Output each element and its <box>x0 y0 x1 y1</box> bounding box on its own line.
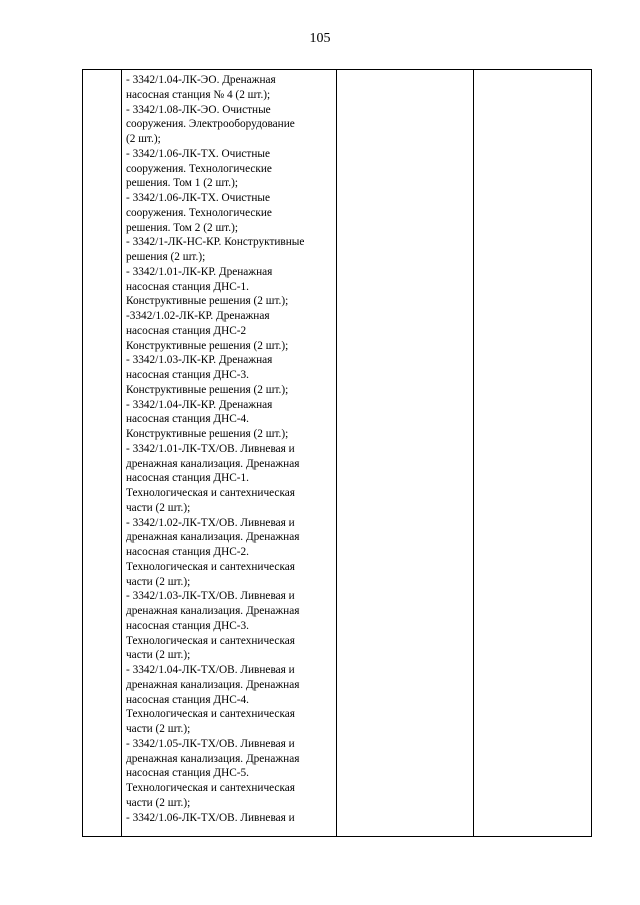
document-line: - 3342/1.08-ЛК-ЭО. Очистные <box>126 103 271 116</box>
document-line: части (2 шт.); <box>126 649 191 662</box>
document-line: насосная станция ДНС-2. <box>126 546 249 558</box>
document-line: дренажная канализация. Дренажная <box>126 605 300 617</box>
table-cell-documents <box>122 70 337 837</box>
document-line: Конструктивные решения (2 шт.); <box>126 295 289 308</box>
document-line: Технологическая и сантехническая <box>126 782 295 794</box>
document-line: - 3342/1-ЛК-НС-КР. Конструктивные <box>126 236 305 249</box>
document-line: дренажная канализация. Дренажная <box>126 457 300 470</box>
document-line: сооружения. Технологические <box>126 162 272 175</box>
document-line: насосная станция ДНС-2 <box>126 324 247 337</box>
document-line: Технологическая и сантехническая <box>126 560 295 573</box>
document-line: решения. Том 1 (2 шт.); <box>126 177 238 190</box>
document-line: -3342/1.02-ЛК-КР. Дренажная <box>126 310 270 322</box>
document-table <box>82 69 592 837</box>
document-list <box>122 70 336 825</box>
document-line: дренажная канализация. Дренажная <box>126 531 300 544</box>
document-line: дренажная канализация. Дренажная <box>126 678 300 691</box>
document-line: Технологическая и сантехническая <box>126 708 295 721</box>
document-line: - 3342/1.04-ЛК-ТХ/ОВ. Ливневая и <box>126 664 295 676</box>
table-row <box>83 70 592 837</box>
document-line: насосная станция ДНС-4. <box>126 413 249 426</box>
document-line: Конструктивные решения (2 шт.); <box>126 339 289 352</box>
document-line: - 3342/1.01-ЛК-КР. Дренажная <box>126 265 273 278</box>
page-number: 105 <box>309 31 331 46</box>
document-line: насосная станция ДНС-5. <box>126 767 249 780</box>
document-line: сооружения. Технологические <box>126 206 272 219</box>
document-line: (2 шт.); <box>126 133 161 145</box>
document-line: Технологическая и сантехническая <box>126 487 295 499</box>
document-line: - 3342/1.01-ЛК-ТХ/ОВ. Ливневая и <box>126 442 295 455</box>
document-line: Технологическая и сантехническая <box>126 634 295 647</box>
document-line: - 3342/1.02-ЛК-ТХ/ОВ. Ливневая и <box>126 516 295 529</box>
document-line: насосная станция ДНС-1. <box>126 280 249 293</box>
document-line: насосная станция ДНС-1. <box>126 472 249 485</box>
document-line: - 3342/1.03-ЛК-КР. Дренажная <box>126 354 273 367</box>
table-cell-empty-4 <box>474 70 592 837</box>
document-line: части (2 шт.); <box>126 501 191 514</box>
table-cell-empty-3 <box>337 70 474 837</box>
document-line: дренажная канализация. Дренажная <box>126 752 300 765</box>
document-line: - 3342/1.04-ЛК-КР. Дренажная <box>126 398 273 411</box>
document-line: - 3342/1.06-ЛК-ТХ. Очистные <box>126 147 271 160</box>
table-cell-number <box>83 70 122 837</box>
document-line: - 3342/1.05-ЛК-ТХ/ОВ. Ливневая и <box>126 737 295 750</box>
document-line: насосная станция ДНС-3. <box>126 619 249 632</box>
document-line: части (2 шт.); <box>126 575 191 588</box>
document-line: насосная станция ДНС-4. <box>126 693 249 706</box>
document-line: насосная станция ДНС-3. <box>126 369 249 381</box>
document-line: - 3342/1.04-ЛК-ЭО. Дренажная <box>126 74 276 86</box>
document-line: Конструктивные решения (2 шт.); <box>126 383 289 396</box>
document-line: решения (2 шт.); <box>126 251 206 263</box>
document-line: Конструктивные решения (2 шт.); <box>126 428 289 440</box>
document-line: части (2 шт.); <box>126 723 191 735</box>
document-line: решения. Том 2 (2 шт.); <box>126 221 238 234</box>
document-line: насосная станция № 4 (2 шт.); <box>126 88 271 101</box>
document-line: - 3342/1.06-ЛК-ТХ/ОВ. Ливневая и <box>126 811 295 824</box>
document-line: сооружения. Электрооборудование <box>126 118 295 131</box>
document-line: - 3342/1.06-ЛК-ТХ. Очистные <box>126 192 271 204</box>
document-line: части (2 шт.); <box>126 796 191 809</box>
document-line: - 3342/1.03-ЛК-ТХ/ОВ. Ливневая и <box>126 590 295 603</box>
